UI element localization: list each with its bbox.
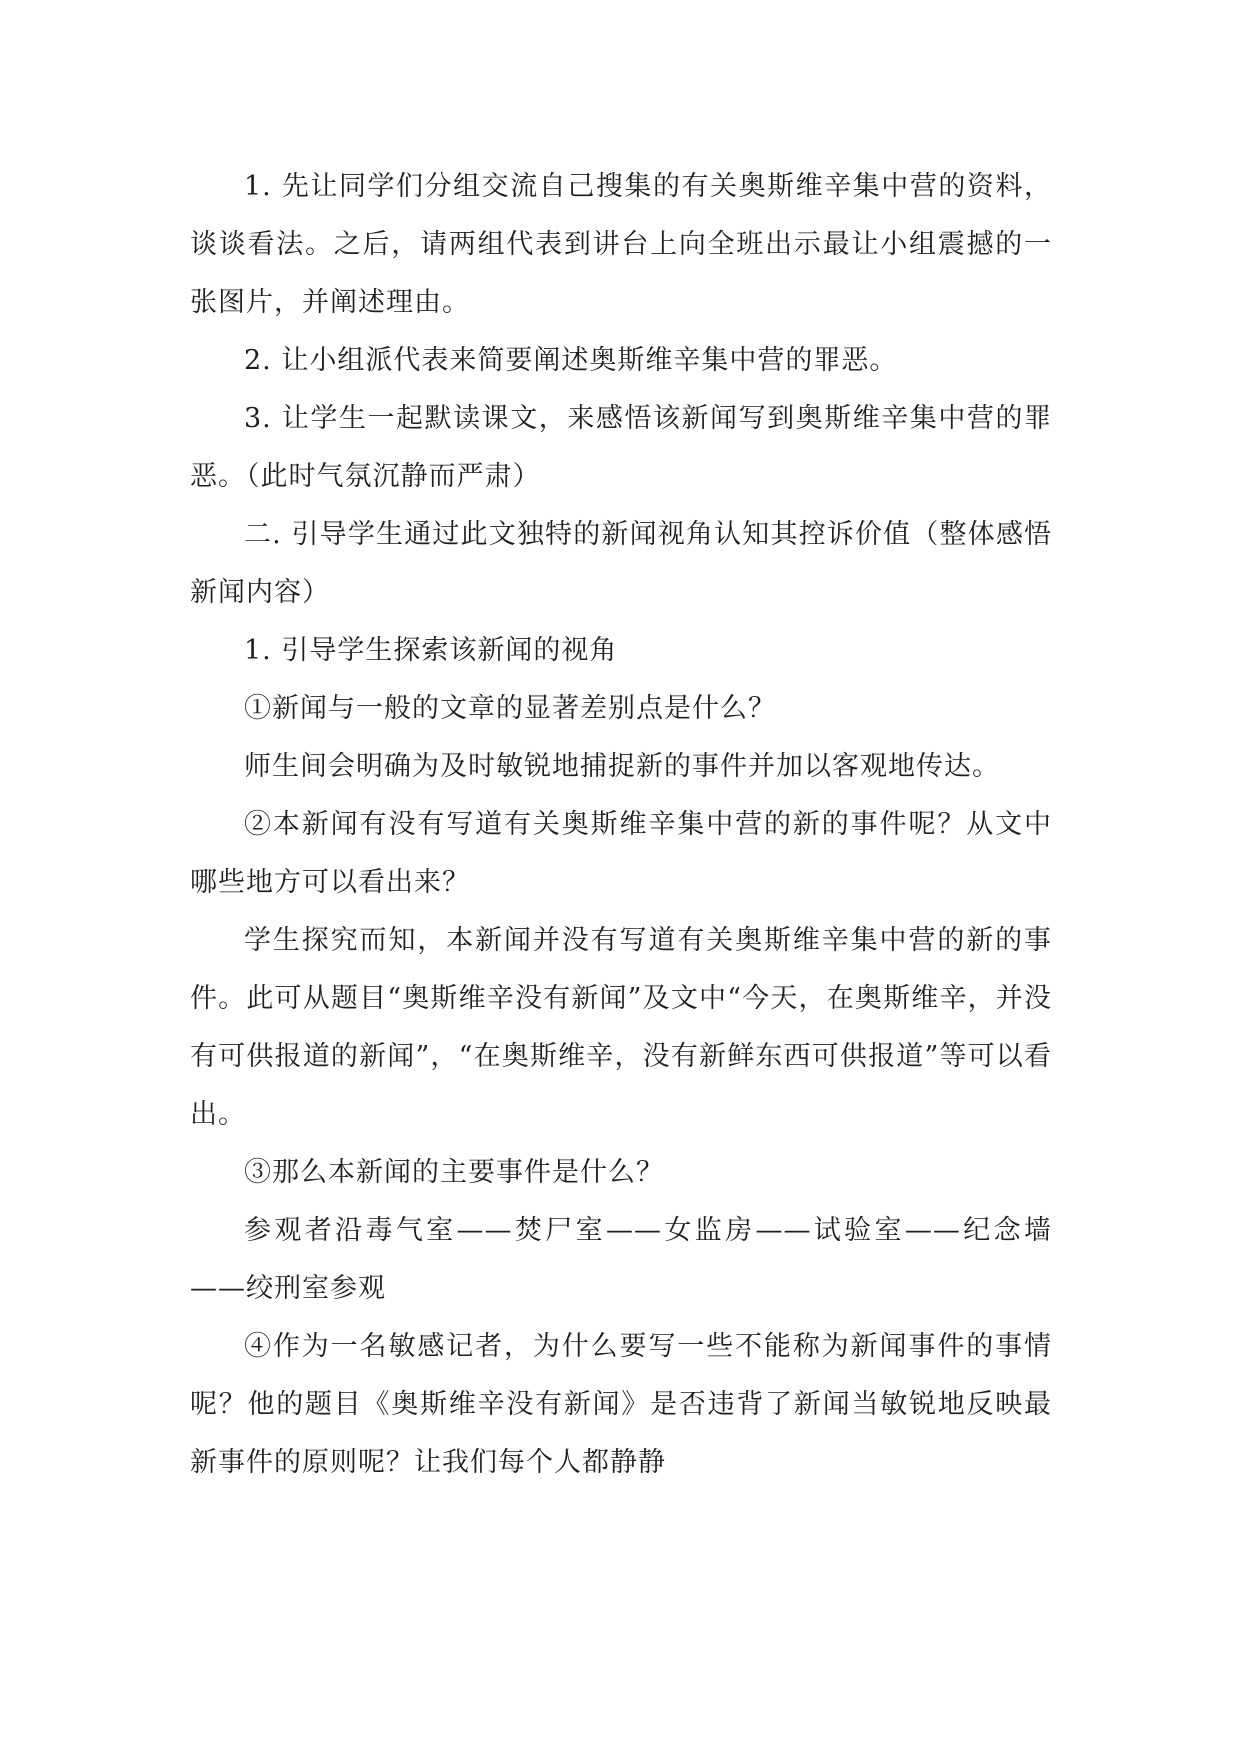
question-2: ②本新闻有没有写道有关奥斯维辛集中营的新的事件呢？从文中哪些地方可以看出来？ [190, 809, 1052, 898]
paragraph-step-3-silent-reading: 3. 让学生一起默读课文，来感悟该新闻写到奥斯维辛集中营的罪恶。（此时气氛沉静而严肃） [190, 403, 1052, 492]
section-heading-two: 二. 引导学生通过此文独特的新闻视角认知其控诉价值（整体感悟新闻内容） [190, 519, 1052, 608]
answer-1: 师生间会明确为及时敏锐地捕捉新的事件并加以客观地传达。 [244, 751, 1000, 782]
answer-2: 学生探究而知，本新闻并没有写道有关奥斯维辛集中营的新的事件。此可从题目“奥斯维辛没有新闻”及文中“今天，在奥斯维辛，并没有可供报道的新闻”，“在奥斯维辛，没有新鲜东西可供报道”等可以看出。 [190, 925, 1052, 1130]
subheading-news-perspective: 1. 引导学生探索该新闻的视角 [244, 635, 618, 666]
answer-3-visit-route: 参观者沿毒气室——焚尸室——女监房——试验室——纪念墙——绞刑室参观 [190, 1215, 1052, 1304]
paragraph-step-1-group-discussion: 1. 先让同学们分组交流自己搜集的有关奥斯维辛集中营的资料，谈谈看法。之后，请两组代表到讲台上向全班出示最让小组震撼的一张图片，并阐述理由。 [190, 171, 1052, 318]
question-1: ①新闻与一般的文章的显著差别点是什么？ [244, 693, 776, 724]
paragraph-step-2-group-summary: 2. 让小组派代表来简要阐述奥斯维辛集中营的罪恶。 [244, 345, 898, 376]
question-3: ③那么本新闻的主要事件是什么？ [244, 1157, 664, 1188]
question-4: ④作为一名敏感记者，为什么要写一些不能称为新闻事件的事情呢？他的题目《奥斯维辛没有新闻》是否违背了新闻当敏锐地反映最新事件的原则呢？让我们每个人都静静 [190, 1331, 1052, 1478]
document-body [190, 158, 1052, 1492]
